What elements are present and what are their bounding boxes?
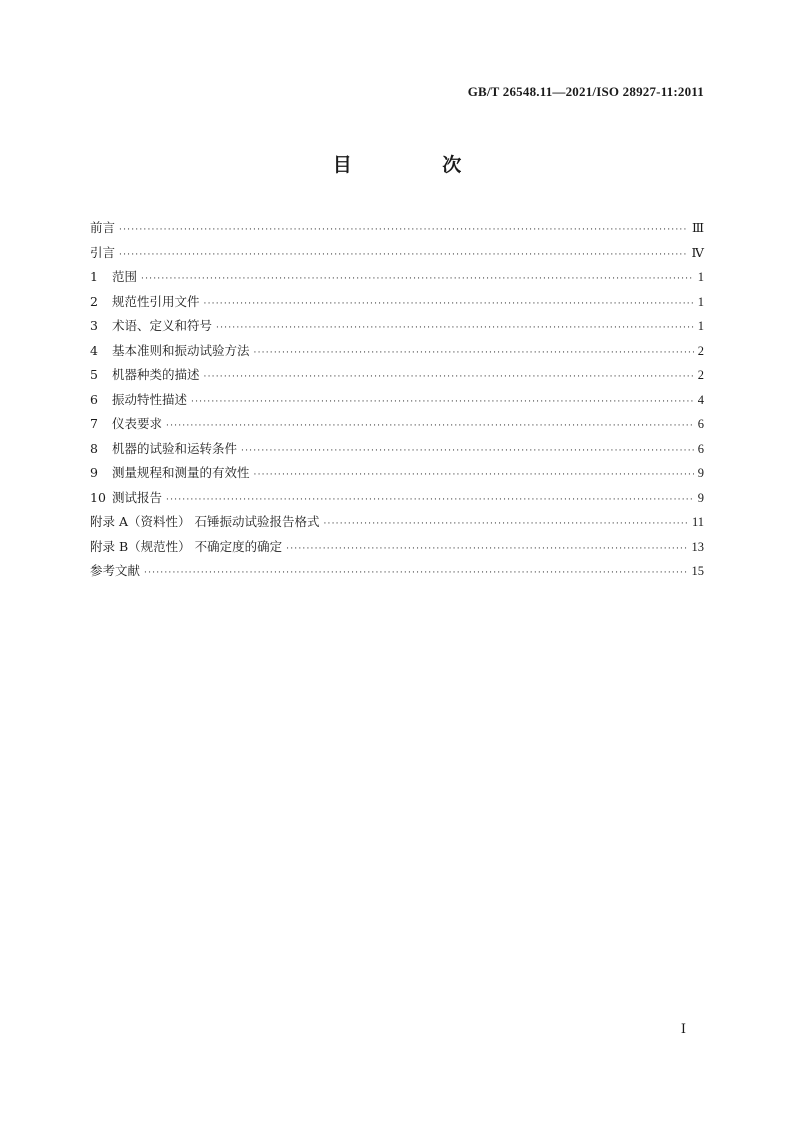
toc-entry-bibliography[interactable] bbox=[90, 559, 704, 584]
toc-entry-title: 规范性引用文件 bbox=[112, 293, 200, 309]
toc-entry-section-2[interactable] bbox=[90, 290, 704, 315]
table-of-contents bbox=[90, 216, 704, 584]
toc-entry-label bbox=[90, 437, 237, 462]
toc-entry-page: 15 bbox=[691, 564, 704, 578]
toc-entry-title: 机器种类的描述 bbox=[112, 367, 200, 382]
toc-entry-title: 范围 bbox=[112, 269, 138, 284]
toc-entry-title: 测量规程和测量的有效性 bbox=[112, 465, 250, 480]
toc-entry-label bbox=[90, 412, 162, 437]
toc-entry-introduction[interactable] bbox=[90, 241, 704, 266]
toc-leader-dots bbox=[119, 243, 687, 268]
toc-entry-page: 2 bbox=[697, 368, 704, 382]
toc-entry-number: 4 bbox=[90, 342, 98, 358]
toc-entry-section-4[interactable] bbox=[90, 339, 704, 364]
toc-entry-title: 仪表要求 bbox=[112, 416, 163, 431]
toc-entry-title: 术语、定义和符号 bbox=[112, 318, 213, 333]
toc-entry-section-8[interactable] bbox=[90, 437, 704, 462]
page-title: 目 次 bbox=[332, 154, 504, 176]
toc-leader-dots bbox=[166, 414, 694, 439]
toc-entry-page: 2 bbox=[697, 343, 704, 358]
toc-entry-number: 6 bbox=[90, 391, 98, 407]
toc-entry-label bbox=[90, 363, 200, 388]
toc-leader-dots bbox=[141, 267, 694, 292]
toc-entry-section-5[interactable] bbox=[90, 363, 704, 388]
toc-entry-label bbox=[90, 265, 137, 290]
toc-entry-number: 10 bbox=[90, 489, 106, 505]
toc-entry-page: 1 bbox=[697, 294, 704, 309]
toc-entry-label bbox=[90, 314, 212, 339]
toc-entry-number: 7 bbox=[90, 416, 98, 431]
toc-entry-label: 附录 A（资料性） 石锤振动试验报告格式 bbox=[90, 514, 320, 529]
toc-leader-dots bbox=[119, 218, 688, 243]
toc-leader-dots bbox=[204, 365, 694, 390]
toc-entry-label bbox=[90, 461, 250, 486]
toc-entry-label: 参考文献 bbox=[90, 563, 141, 578]
toc-entry-label: 引言 bbox=[90, 244, 116, 260]
toc-entry-label bbox=[90, 290, 200, 315]
toc-entry-page: Ⅲ bbox=[691, 221, 704, 235]
toc-entry-number: 3 bbox=[90, 318, 98, 333]
standard-number: GB/T 26548.11—2021/ISO 28927-11:2011 bbox=[467, 84, 704, 99]
toc-entry-page: Ⅳ bbox=[691, 245, 704, 260]
toc-entry-section-1[interactable] bbox=[90, 265, 704, 290]
toc-entry-page: 1 bbox=[697, 319, 704, 333]
toc-entry-title: 振动特性描述 bbox=[112, 391, 188, 407]
toc-entry-annex-a[interactable] bbox=[90, 510, 704, 535]
toc-entry-page: 6 bbox=[697, 441, 704, 456]
toc-entry-section-10[interactable] bbox=[90, 486, 704, 511]
toc-entry-page: 9 bbox=[697, 466, 704, 480]
toc-entry-title: 机器的试验和运转条件 bbox=[112, 440, 238, 456]
toc-entry-section-9[interactable] bbox=[90, 461, 704, 486]
toc-entry-section-6[interactable] bbox=[90, 388, 704, 413]
toc-entry-page: 11 bbox=[691, 515, 704, 529]
toc-entry-page: 9 bbox=[697, 490, 704, 505]
toc-entry-label bbox=[90, 486, 162, 511]
toc-entry-section-3[interactable] bbox=[90, 314, 704, 339]
toc-entry-number: 1 bbox=[90, 269, 98, 284]
toc-entry-page: 1 bbox=[697, 270, 704, 284]
toc-leader-dots bbox=[144, 561, 687, 586]
toc-entry-label: 前言 bbox=[90, 220, 116, 235]
toc-leader-dots bbox=[241, 439, 694, 464]
page-number: Ⅰ bbox=[680, 1021, 686, 1036]
toc-leader-dots bbox=[191, 390, 694, 415]
toc-entry-number: 2 bbox=[90, 293, 98, 309]
toc-entry-annex-b[interactable] bbox=[90, 535, 704, 560]
toc-entry-page: 4 bbox=[697, 392, 704, 407]
toc-leader-dots bbox=[166, 488, 694, 513]
toc-entry-label bbox=[90, 339, 250, 364]
toc-entry-number: 5 bbox=[90, 367, 98, 382]
toc-entry-title: 基本准则和振动试验方法 bbox=[112, 342, 250, 358]
toc-entry-number: 8 bbox=[90, 440, 98, 456]
toc-leader-dots bbox=[216, 316, 694, 341]
toc-entry-section-7[interactable] bbox=[90, 412, 704, 437]
toc-leader-dots bbox=[323, 512, 687, 537]
toc-entry-foreword[interactable] bbox=[90, 216, 704, 241]
toc-leader-dots bbox=[204, 292, 694, 317]
toc-entry-label: 附录 B（规范性） 不确定度的确定 bbox=[90, 538, 283, 554]
toc-entry-number: 9 bbox=[90, 465, 98, 480]
toc-leader-dots bbox=[254, 463, 694, 488]
toc-leader-dots bbox=[286, 537, 687, 562]
toc-entry-page: 6 bbox=[697, 417, 704, 431]
toc-entry-title: 测试报告 bbox=[112, 489, 163, 505]
toc-leader-dots bbox=[254, 341, 694, 366]
toc-entry-label bbox=[90, 388, 187, 413]
toc-entry-page: 13 bbox=[691, 539, 704, 554]
